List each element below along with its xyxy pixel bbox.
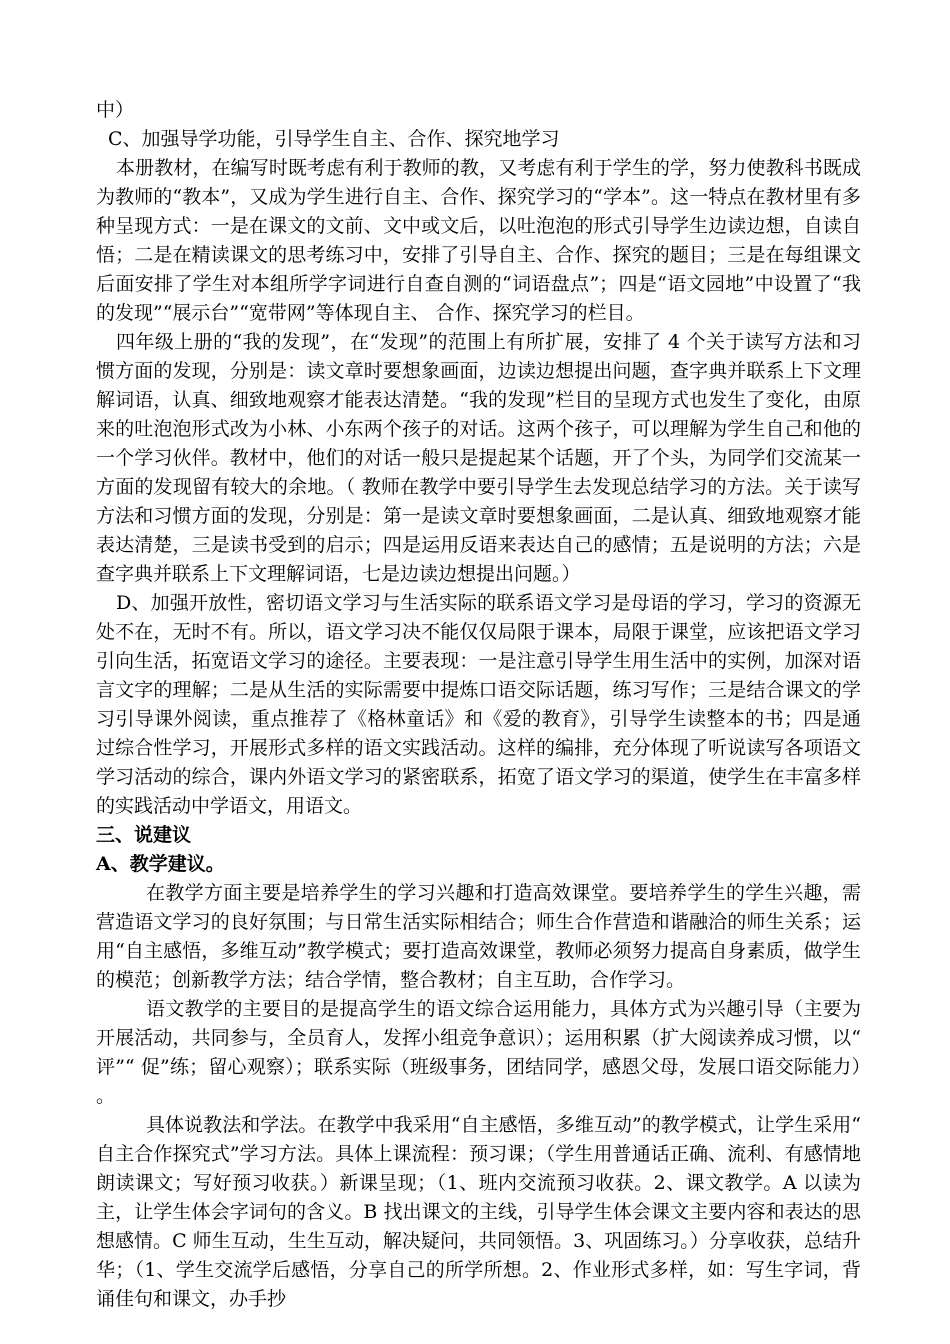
paragraph-textbook-design: 本册教材，在编写时既考虑有利于教师的教，又考虑有利于学生的学，努力使教科书既成为教师的“教本”，又成为学生进行自主、合作、探究学习的“学本”。这一特点在教材里有多种呈现方式：一是在课文的文前、文中或文后，以吐泡泡的形式引导学生边读边想，自读自悟；二是在精读课文的思考练习中，安排了引导自主、合作、探究的题目；三是在每组课文后面安排了学生对本组所学字词进行自查自测的“词语盘点”；四是“语文园地”中设置了“我的发现”“展示台”“宽带网”等体现自主、 合作、探究学习的栏目。 bbox=[96, 157, 861, 324]
paragraph-continuation: 中） bbox=[96, 99, 135, 121]
paragraph-teaching-interest: 在教学方面主要是培养学生的学习兴趣和打造高效课堂。要培养学生的学生兴趣，需营造语文学习的良好氛围；与日常生活实际相结合；师生合作营造和谐融洽的师生关系；运用“自主感悟，多维互动”教学模式；要打造高效课堂，教师必须努力提高自身素质，做学生的模范；创新教学方法；结合学情，整合教材；自主互助，合作学习。 bbox=[96, 882, 861, 991]
section-heading-suggestions: 三、说建议 bbox=[96, 824, 192, 846]
document-body bbox=[96, 96, 861, 1314]
subsection-heading-teaching: A、教学建议。 bbox=[96, 853, 225, 875]
paragraph-my-discovery: 四年级上册的“我的发现”，在“发现”的范围上有所扩展，安排了 4 个关于读写方法和习惯方面的发现，分别是：读文章时要想象画面，边读边想提出问题，查字典并联系上下文理解词语，认真、细致地观察才能表达清楚。“我的发现”栏目的呈现方式也发生了变化，由原来的吐泡泡形式改为小林、小东两个孩子的对话。这两个孩子，可以理解为学生自己和他的一个学习伙伴。教材中，他们的对话一般只是提起某个话题，开了个头，为同学们交流某一方面的发现留有较大的余地。（ 教师在教学中要引导学生去发现总结学习的方法。关于读写方法和习惯方面的发现，分别是：第一是读文章时要想象画面，二是认真、细致地观察才能表达清楚，三是读书受到的启示；四是运用反语来表达自己的感情；五是说明的方法；六是查字典并联系上下文理解词语，七是边读边想提出问题。） bbox=[96, 331, 861, 585]
section-c-heading: C、加强导学功能，引导学生自主、合作、探究地学习 bbox=[108, 128, 560, 150]
paragraph-openness: D、加强开放性，密切语文学习与生活实际的联系语文学习是母语的学习，学习的资源无处不在，无时不有。所以，语文学习决不能仅仅局限于课本，局限于课堂，应该把语文学习引向生活，拓宽语文学习的途径。主要表现：一是注意引导学生用生活中的实例，加深对语言文字的理解；二是从生活的实际需要中提炼口语交际话题，练习写作；三是结合课文的学习引导课外阅读，重点推荐了《格林童话》和《爱的教育》，引导学生读整本的书；四是通过综合性学习，开展形式多样的语文实践活动。这样的编排，充分体现了听说读写各项语文学习活动的综合，课内外语文学习的紧密联系，拓宽了语文学习的渠道，使学生在丰富多样的实践活动中学语文，用语文。 bbox=[96, 592, 861, 817]
paragraph-teaching-goal: 语文教学的主要目的是提高学生的语文综合运用能力，具体方式为兴趣引导（主要为开展活动，共同参与，全员育人，发挥小组竞争意识）；运用积累（扩大阅读养成习惯，以“评”“ 促”练；留心观察）；联系实际（班级事务，团结同学，感恩父母，发展口语交际能力）。 bbox=[96, 998, 861, 1107]
paragraph-teaching-method: 具体说教法和学法。在教学中我采用“自主感悟，多维互动”的教学模式，让学生采用“自主合作探究式”学习方法。具体上课流程：预习课；（学生用普通话正确、流利、有感情地朗读课文；写好预习收获。）新课呈现；（1、班内交流预习收获。2、课文教学。A 以读为主，让学生体会字词句的含义。B 找出课文的主线，引导学生体会课文主要内容和表达的思想感情。C 师生互动，生生互动，解决疑问，共同领悟。3、巩固练习。）分享收获，总结升华；（1、学生交流学后感悟，分享自己的所学所想。2、作业形式多样，如：写生字词，背诵佳句和课文，办手抄 bbox=[96, 1114, 861, 1310]
